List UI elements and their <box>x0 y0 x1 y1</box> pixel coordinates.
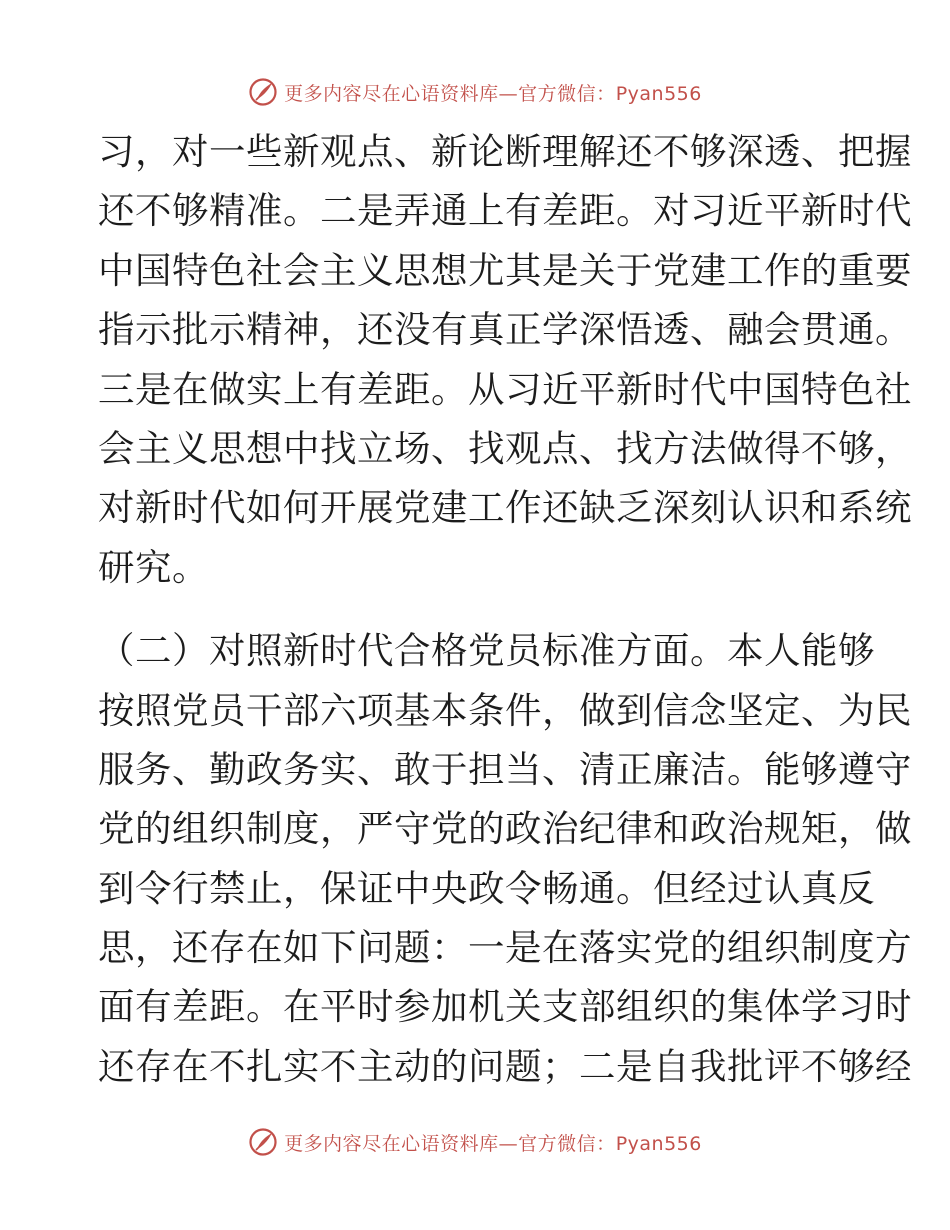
quill-logo-icon <box>248 1127 278 1157</box>
text-line: 会主义思想中找立场、找观点、找方法做得不够， <box>98 426 912 470</box>
watermark-dash: — <box>498 1132 519 1155</box>
watermark-wechat-id: Pyan556 <box>615 82 702 105</box>
text-line: 习，对一些新观点、新论断理解还不够深透、把握 <box>98 130 912 173</box>
header-watermark <box>0 72 950 112</box>
watermark-text <box>284 1129 702 1156</box>
watermark-main-text: 更多内容尽在心语资料库 <box>284 82 499 105</box>
text-line: 指示批示精神，还没有真正学深悟透、融会贯通。 <box>98 308 912 352</box>
document-body <box>98 122 912 1096</box>
text-line: 还不够精准。二是弄通上有差距。对习近平新时代 <box>98 189 912 233</box>
paragraph-gap <box>98 597 858 621</box>
quill-logo-icon <box>248 77 278 107</box>
text-line: 对新时代如何开展党建工作还缺乏深刻认识和系统 <box>98 486 912 530</box>
watermark-official-label: 官方微信： <box>518 82 616 105</box>
footer-watermark <box>0 1122 950 1162</box>
watermark-main-text: 更多内容尽在心语资料库 <box>284 1132 499 1155</box>
text-line: 到令行禁止，保证中央政令畅通。但经过认真反 <box>98 866 875 910</box>
text-line: 面有差距。在平时参加机关支部组织的集体学习时 <box>98 985 912 1029</box>
text-line: 服务、勤政务实、敢于担当、清正廉洁。能够遵守 <box>98 747 912 791</box>
paragraph-1 <box>98 122 912 597</box>
text-line: 三是在做实上有差距。从习近平新时代中国特色社 <box>98 367 912 411</box>
paragraph-2 <box>98 621 912 1096</box>
watermark-official-label: 官方微信： <box>518 1132 616 1155</box>
text-line: 中国特色社会主义思想尤其是关于党建工作的重要 <box>98 248 912 292</box>
text-line: （二）对照新时代合格党员标准方面。本人能够 <box>98 629 875 673</box>
text-line: 还存在不扎实不主动的问题；二是自我批评不够经 <box>98 1044 912 1088</box>
text-line: 党的组织制度，严守党的政治纪律和政治规矩，做 <box>98 807 912 851</box>
text-line: 思，还存在如下问题：一是在落实党的组织制度方 <box>98 926 912 970</box>
watermark-wechat-id: Pyan556 <box>615 1132 702 1155</box>
text-line: 按照党员干部六项基本条件，做到信念坚定、为民 <box>98 688 912 732</box>
watermark-text <box>284 79 702 106</box>
watermark-dash: — <box>498 82 519 105</box>
text-line: 研究。 <box>98 545 209 589</box>
